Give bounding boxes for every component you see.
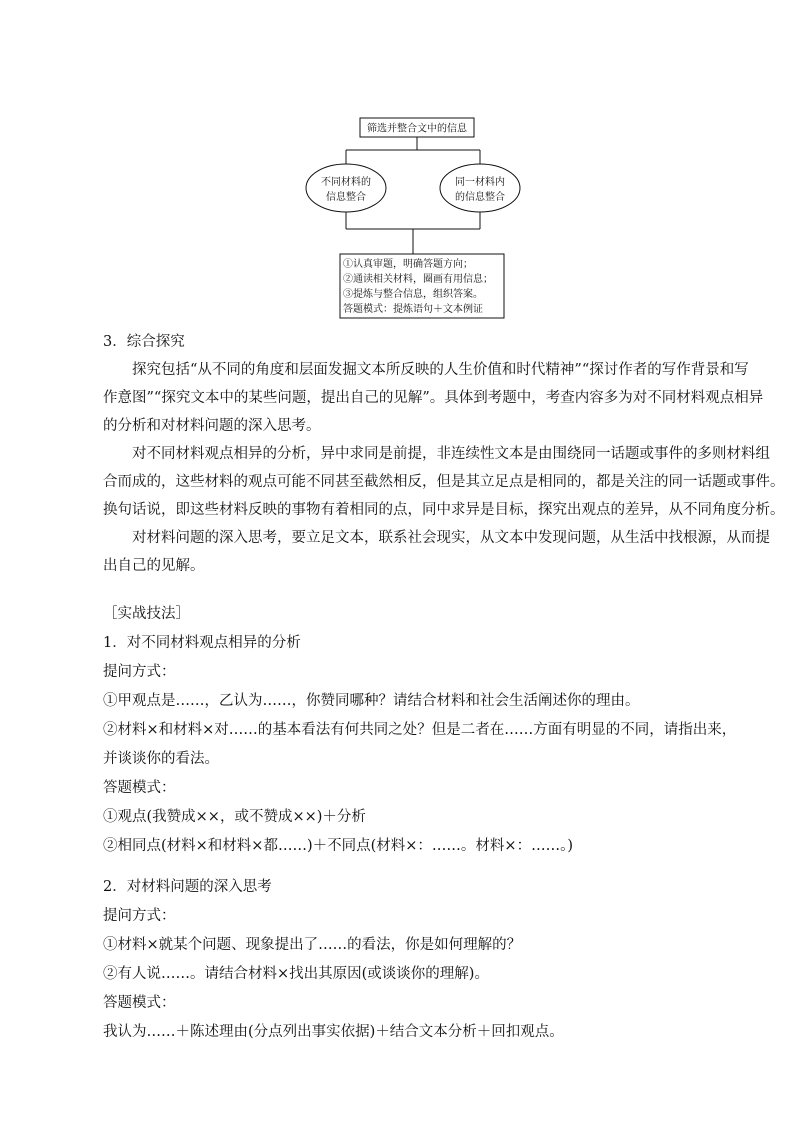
ask-label: 提问方式： — [103, 908, 176, 924]
part-1-title: 1．对不同材料观点相异的分析 — [103, 635, 301, 651]
answer-item: ①观点(我赞成××，或不赞成××)＋分析 — [103, 809, 366, 825]
right-oval — [440, 164, 520, 212]
answer-item: ②相同点(材料×和材料×都……)＋不同点(材料×：……。材料×：……。) — [103, 838, 573, 854]
paragraph-line: 对不同材料观点相异的分析，异中求同是前提，非连续性文本是由围绕同一话题或事件的多则材料组 — [132, 446, 770, 462]
step-2: ②通读相关材料，圈画有用信息； — [343, 274, 493, 285]
ask-label: 提问方式： — [103, 664, 176, 680]
step-1: ①认真审题，明确答题方向； — [343, 259, 473, 270]
step-4: 答题模式：提炼语句＋文本例证 — [343, 304, 483, 315]
paragraph-line: 合而成的，这些材料的观点可能不同甚至截然相反，但是其立足点是相同的，都是关注的同一话题或事件。 — [103, 474, 785, 490]
ask-item: ①甲观点是……，乙认为……，你赞同哪种？请结合材料和社会生活阐述你的理由。 — [103, 693, 640, 709]
answer-item: 我认为……＋陈述理由(分点列出事实依据)＋结合文本分析＋回扣观点。 — [103, 1024, 564, 1040]
ask-item: ②材料×和材料×对……的基本看法有何共同之处？但是二者在……方面有明显的不同，请指出来， — [103, 722, 737, 738]
left-oval-line2: 信息整合 — [326, 192, 366, 203]
right-oval-line2: 的信息整合 — [455, 192, 505, 203]
top-box-label: 筛选并整合文中的信息 — [367, 123, 467, 135]
paragraph-line: 对材料问题的深入思考，要立足文本，联系社会现实，从文本中发现问题，从生活中找根源，从而提 — [132, 530, 770, 546]
practice-part-1 — [103, 600, 737, 861]
part-2-title: 2．对材料问题的深入思考 — [103, 879, 272, 895]
section-3 — [103, 328, 785, 580]
step-3: ③提炼与整合信息，组织答案。 — [343, 289, 483, 300]
paragraph-line: 出自己的见解。 — [103, 558, 205, 574]
answer-label: 答题模式： — [103, 780, 176, 796]
section-3-heading: 3．综合探究 — [103, 334, 185, 350]
practice-part-2 — [103, 873, 715, 1047]
left-oval — [306, 164, 386, 212]
flow-diagram — [0, 0, 794, 330]
paragraph-line: 的分析和对材料问题的深入思考。 — [103, 418, 321, 434]
right-oval-line1: 同一材料内 — [455, 177, 505, 188]
paragraph-line: 换句话说，即这些材料反映的事物有着相同的点，同中求异是目标，探究出观点的差异，从不同角度分析。 — [103, 502, 785, 518]
paragraph-line: 作意图”“探究文本中的某些问题，提出自己的见解”。具体到考题中，考查内容多为对不同材料观点相异 — [103, 390, 764, 406]
answer-label: 答题模式： — [103, 995, 176, 1011]
ask-item: ①材料×就某个问题、现象提出了……的看法，你是如何理解的？ — [103, 937, 522, 953]
left-oval-line1: 不同材料的 — [321, 177, 371, 188]
practice-heading: ［实战技法］ — [103, 606, 190, 622]
ask-item-cont: 并谈谈你的看法。 — [103, 751, 219, 767]
ask-item: ②有人说……。请结合材料×找出其原因(或谈谈你的理解)。 — [103, 966, 489, 982]
paragraph-line: 探究包括“从不同的角度和层面发掘文本所反映的人生价值和时代精神”“探讨作者的写作背景和写 — [132, 362, 749, 378]
